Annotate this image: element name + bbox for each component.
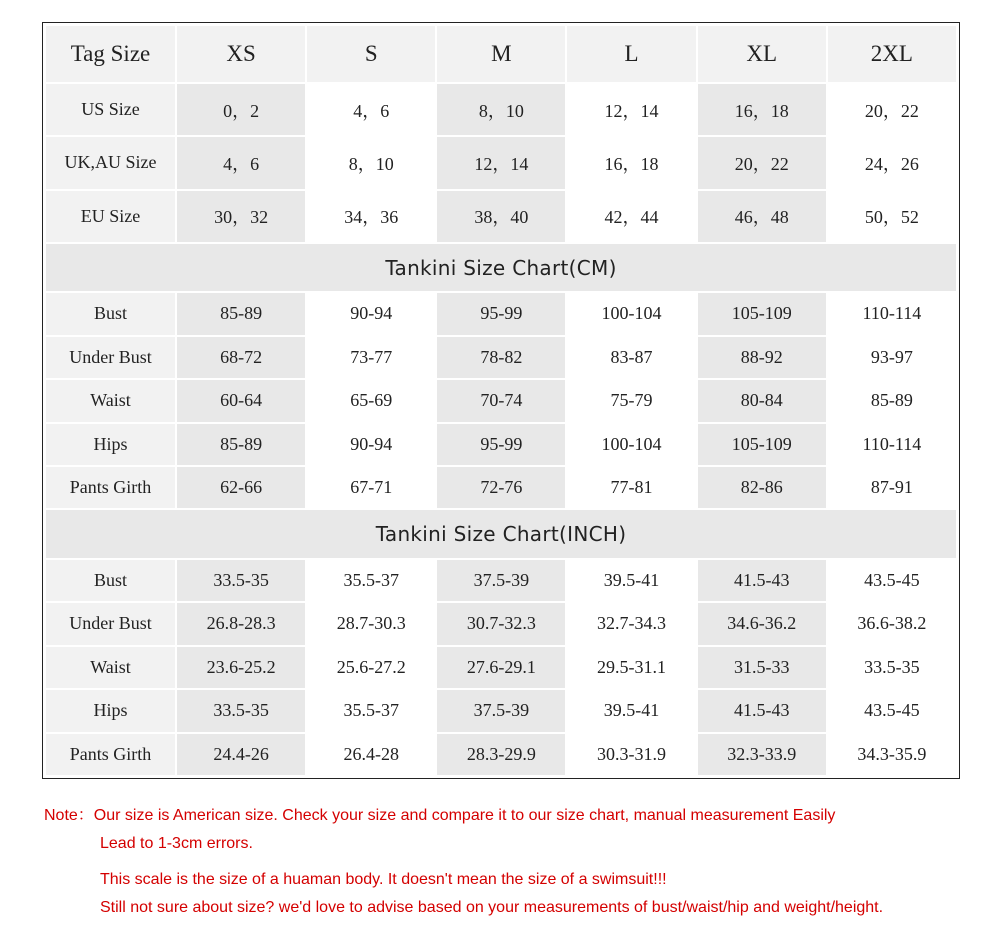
table-cell: 23.6-25.2 [177,647,305,688]
size-header-l: L [567,26,695,82]
table-cell: 72-76 [437,467,565,508]
cm-pants-girth-row [46,467,956,508]
table-cell: 33.5-35 [177,690,305,731]
table-cell: 20，22 [698,137,826,188]
table-cell: 12，14 [437,137,565,188]
table-cell: 88-92 [698,337,826,378]
row-label: Hips [46,424,175,465]
table-cell: 36.6-38.2 [828,603,956,644]
note-line-4: Still not sure about size? we'd love to advise based on your measurements of bust/waist/hip and weight/height. [100,899,884,916]
table-cell: 90-94 [307,293,435,334]
table-cell: 28.7-30.3 [307,603,435,644]
table-cell: 24.4-26 [177,734,305,775]
table-cell: 75-79 [567,380,695,421]
table-cell: 35.5-37 [307,690,435,731]
uk-au-size-row [46,137,956,188]
size-notes [44,802,984,922]
table-cell: 30.7-32.3 [437,603,565,644]
table-cell: 83-87 [567,337,695,378]
table-cell: 87-91 [828,467,956,508]
table-cell: 82-86 [698,467,826,508]
table-cell: 32.3-33.9 [698,734,826,775]
table-cell: 73-77 [307,337,435,378]
cm-hips-row [46,424,956,465]
table-cell: 110-114 [828,293,956,334]
table-cell: 31.5-33 [698,647,826,688]
table-cell: 43.5-45 [828,690,956,731]
table-cell: 33.5-35 [828,647,956,688]
row-label: Hips [46,690,175,731]
table-cell: 68-72 [177,337,305,378]
table-cell: 60-64 [177,380,305,421]
table-cell: 67-71 [307,467,435,508]
table-cell: 41.5-43 [698,690,826,731]
table-cell: 39.5-41 [567,690,695,731]
note-line-2: Lead to 1-3cm errors. [100,835,253,852]
table-cell: 110-114 [828,424,956,465]
cm-waist-row [46,380,956,421]
table-cell: 34，36 [307,191,435,242]
inch-section-row [46,510,956,557]
table-cell: 29.5-31.1 [567,647,695,688]
table-cell: 4，6 [177,137,305,188]
table-cell: 93-97 [828,337,956,378]
inch-section-title: Tankini Size Chart(INCH) [46,510,956,557]
table-cell: 46，48 [698,191,826,242]
cm-bust-row [46,293,956,334]
tag-size-row [46,26,956,82]
size-header-m: M [437,26,565,82]
note-line-1: Note：Our size is American size. Check your size and compare it to our size chart, manual measurement Easily [44,807,836,824]
size-chart-table [44,24,958,777]
table-cell: 100-104 [567,293,695,334]
eu-size-row [46,191,956,242]
cm-section-title: Tankini Size Chart(CM) [46,244,956,291]
table-cell: 25.6-27.2 [307,647,435,688]
table-cell: 34.3-35.9 [828,734,956,775]
row-label: UK,AU Size [46,137,175,188]
table-cell: 90-94 [307,424,435,465]
table-cell: 30.3-31.9 [567,734,695,775]
row-label: Waist [46,647,175,688]
table-cell: 62-66 [177,467,305,508]
table-cell: 8，10 [437,84,565,135]
table-cell: 77-81 [567,467,695,508]
row-label: Pants Girth [46,467,175,508]
row-label: Waist [46,380,175,421]
inch-hips-row [46,690,956,731]
inch-bust-row [46,560,956,601]
cm-under-bust-row [46,337,956,378]
table-cell: 8，10 [307,137,435,188]
table-cell: 0，2 [177,84,305,135]
table-cell: 78-82 [437,337,565,378]
table-cell: 42，44 [567,191,695,242]
table-cell: 85-89 [177,424,305,465]
table-cell: 70-74 [437,380,565,421]
table-cell: 100-104 [567,424,695,465]
row-label: EU Size [46,191,175,242]
row-label: Under Bust [46,337,175,378]
table-cell: 34.6-36.2 [698,603,826,644]
table-cell: 38，40 [437,191,565,242]
row-label: Under Bust [46,603,175,644]
us-size-row [46,84,956,135]
table-cell: 80-84 [698,380,826,421]
note-line-3: This scale is the size of a huaman body. It doesn't mean the size of a swimsuit!!! [100,871,667,888]
table-cell: 16，18 [567,137,695,188]
table-cell: 85-89 [177,293,305,334]
table-cell: 26.4-28 [307,734,435,775]
table-cell: 37.5-39 [437,560,565,601]
table-cell: 20，22 [828,84,956,135]
size-header-2xl: 2XL [828,26,956,82]
table-cell: 35.5-37 [307,560,435,601]
table-cell: 16，18 [698,84,826,135]
row-label: Bust [46,293,175,334]
table-cell: 33.5-35 [177,560,305,601]
table-cell: 39.5-41 [567,560,695,601]
table-cell: 43.5-45 [828,560,956,601]
table-cell: 95-99 [437,424,565,465]
table-cell: 95-99 [437,293,565,334]
inch-waist-row [46,647,956,688]
row-label: Pants Girth [46,734,175,775]
cm-section-row [46,244,956,291]
table-cell: 4，6 [307,84,435,135]
inch-under-bust-row [46,603,956,644]
table-cell: 37.5-39 [437,690,565,731]
size-header-s: S [307,26,435,82]
table-cell: 65-69 [307,380,435,421]
table-cell: 28.3-29.9 [437,734,565,775]
inch-pants-girth-row [46,734,956,775]
size-header-xs: XS [177,26,305,82]
table-cell: 32.7-34.3 [567,603,695,644]
size-header-xl: XL [698,26,826,82]
table-cell: 105-109 [698,293,826,334]
table-cell: 85-89 [828,380,956,421]
table-cell: 12，14 [567,84,695,135]
table-cell: 27.6-29.1 [437,647,565,688]
row-label: Bust [46,560,175,601]
row-label: US Size [46,84,175,135]
table-cell: 50，52 [828,191,956,242]
table-cell: 24，26 [828,137,956,188]
table-cell: 41.5-43 [698,560,826,601]
table-cell: 30，32 [177,191,305,242]
tag-size-label: Tag Size [46,26,175,82]
table-cell: 26.8-28.3 [177,603,305,644]
table-cell: 105-109 [698,424,826,465]
